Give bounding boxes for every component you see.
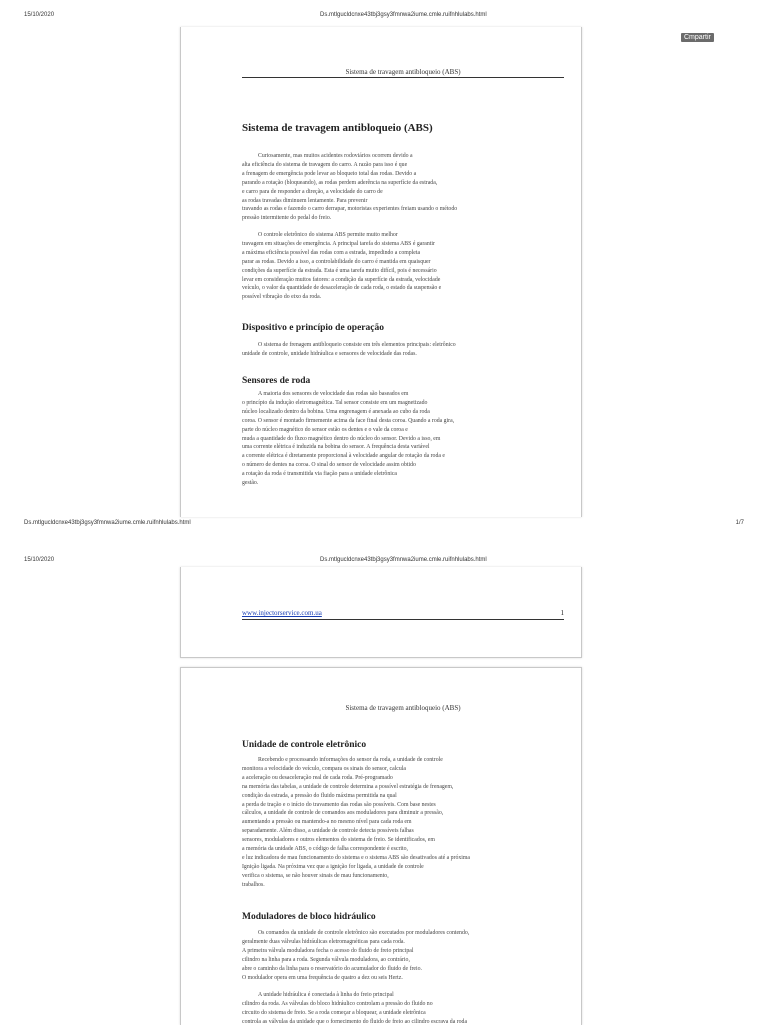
page-footer bbox=[242, 609, 564, 620]
section-heading: Sensores de roda bbox=[242, 376, 311, 386]
paragraph: Recebendo e processando informações do sensor da roda, a unidade de controle monitora a velocidade do veículo, compara os sinais do sensor, calcula a aceleração ou desaceleração real de cada roda. Pré-programado na memória das tabelas, a unidade de controle determina a possível estratégia de frenagem, condição da estrada, a pressão do fluido máxima permitida na qual a perda de tração e o início do travamento das rodas são possíveis. Com base nestes cálculos, a unidade de controle de comandos aos moduladores para diminuir a pressão, aumentando a pressão ou mantendo-a no mesmo nível para cada roda em separadamente. Além disso, a unidade de controle detecta possíveis falhas sensores, moduladores e outros elementos do sistema de freio. Se identificados, em a memória da unidade ABS, o código de falha correspondente é escrito, e luz indicadora de mau funcionamento do sistema e o sistema ABS são desativados até a próxima Ignição ligada. Na próxima vez que a ignição for ligada, a unidade de controle verifica o sistema, se não houver sinais de mau funcionamento, trabalhos. bbox=[242, 757, 470, 888]
document-title: Sistema de travagem antibloqueio (ABS) bbox=[242, 122, 433, 134]
running-head: Sistema de travagem antibloqueio (ABS) bbox=[242, 68, 564, 78]
paragraph: O sistema de frenagem antibloqueio consiste em três elementos principais: eletrônico unidade de controle, unidade hidráulica e sensores de velocidade das rodas. bbox=[242, 342, 456, 357]
document-page-1-bottom bbox=[180, 567, 582, 658]
document-page-2 bbox=[180, 667, 582, 1025]
running-head: Sistema de travagem antibloqueio (ABS) bbox=[345, 704, 461, 712]
print-header bbox=[0, 12, 768, 26]
section-heading: Unidade de controle eletrônico bbox=[242, 740, 367, 750]
print-url: Ds.mtlgucldcnxe43tbj3gsy3fmnwa2iume.cmle.ruifnhlulabs.html bbox=[320, 557, 487, 563]
footer-link[interactable]: www.injectorservice.com.ua bbox=[242, 609, 322, 617]
paragraph: Os comandos da unidade de controle eletrônico são executados por moduladores contendo, geralmente duas válvulas hidráulicas eletromagnéticas para cada roda. A primeira válvula moduladora fecha o acesso do fluido de freio principal cilindro na linha para a roda. Segunda válvula moduladora, ao contrário, abre o caminho da linha para o reservatório do acumulador do fluido de freio. O modulador opera em uma frequência de quatro a dez ou seis Hertz. bbox=[242, 930, 470, 981]
section-heading: Moduladores de bloco hidráulico bbox=[242, 912, 376, 922]
paragraph: O controle eletrônico do sistema ABS permite muito melhor travagem em situações de emergência. A principal tarefa do sistema ABS é garantir a máxima eficiência possível das rodas com a estrada, impedindo a completa parar as rodas. Devido a isso, a controlabilidade do carro é mantida em quaisquer condições da superfície da estrada. Esta é uma tarefa muito difícil, pois é necessário levar em consideração muitos fatores: a condição da superfície da estrada, velocidade veículo, o valor da quantidade de desaceleração de cada roda, o estado da suspensão e possível vibração do eixo da roda. bbox=[242, 232, 442, 301]
paragraph: A unidade hidráulica é conectada à linha do freio principal cilindro da roda. As válvulas do bloco hidráulico controlam a pressão do fluido no circuito do sistema de freio. Se a roda começar a bloquear, a unidade eletrônica controla as válvulas da unidade que o fornecimento do fluido de freio ao cilindro escrava da roda bbox=[242, 992, 468, 1025]
download-button[interactable]: Cmpartir bbox=[681, 33, 714, 42]
page-number: 1 bbox=[560, 609, 564, 617]
print-date: 15/10/2020 bbox=[24, 12, 55, 18]
print-url: Ds.mtlgucldcnxe43tbj3gsy3fmnwa2iume.cmle.ruifnhlulabs.html bbox=[320, 12, 487, 18]
print-date: 15/10/2020 bbox=[24, 557, 55, 563]
document-page-1 bbox=[180, 27, 582, 517]
print-page-number: 1/7 bbox=[735, 520, 744, 526]
paragraph: Curiosamente, mas muitos acidentes rodoviários ocorrem devido a alta eficiência do sistema de travagem do carro. A razão para isso é que a frenagem de emergência pode levar ao bloqueio total das rodas. Devido a parando a rotação (bloqueando), as rodas perdem aderência na superfície da estrada, e carro para de responder a direção, a velocidade do carro de as rodas travadas diminuem lentamente. Para prevenir travando as rodas e fazendo o carro derrapar, motoristas experientes freiam usando o método pressão intermitente do pedal do freio. bbox=[242, 153, 458, 222]
print-footer-url: Ds.mtlgucldcnxe43tbj3gsy3fmnwa2iume.cmle.ruifnhlulabs.html bbox=[24, 520, 191, 526]
print-footer bbox=[0, 520, 768, 532]
section-heading: Dispositivo e princípio de operação bbox=[242, 323, 384, 333]
paragraph: A maioria dos sensores de velocidade das rodas são baseados em o princípio da indução eletromagnética. Tal sensor consiste em um magnetizado núcleo localizado dentro da bobina. Uma engrenagem é anexada ao cubo da roda coroa. O sensor é montado firmemente acima da face final desta coroa. Quando a roda gira, parte do núcleo magnético do sensor estão os dentes e o vale da coroa e muda a quantidade do fluxo magnético dentro do núcleo do sensor. Devido a isso, em uma corrente elétrica é induzida na bobina do sensor. A frequência desta variável a corrente elétrica é diretamente proporcional à velocidade angular de rotação da roda e o número de dentes na coroa. O sinal do sensor de velocidade assim obtido a rotação da roda é transmitida via fiação para a unidade eletrônica gestão. bbox=[242, 391, 455, 487]
